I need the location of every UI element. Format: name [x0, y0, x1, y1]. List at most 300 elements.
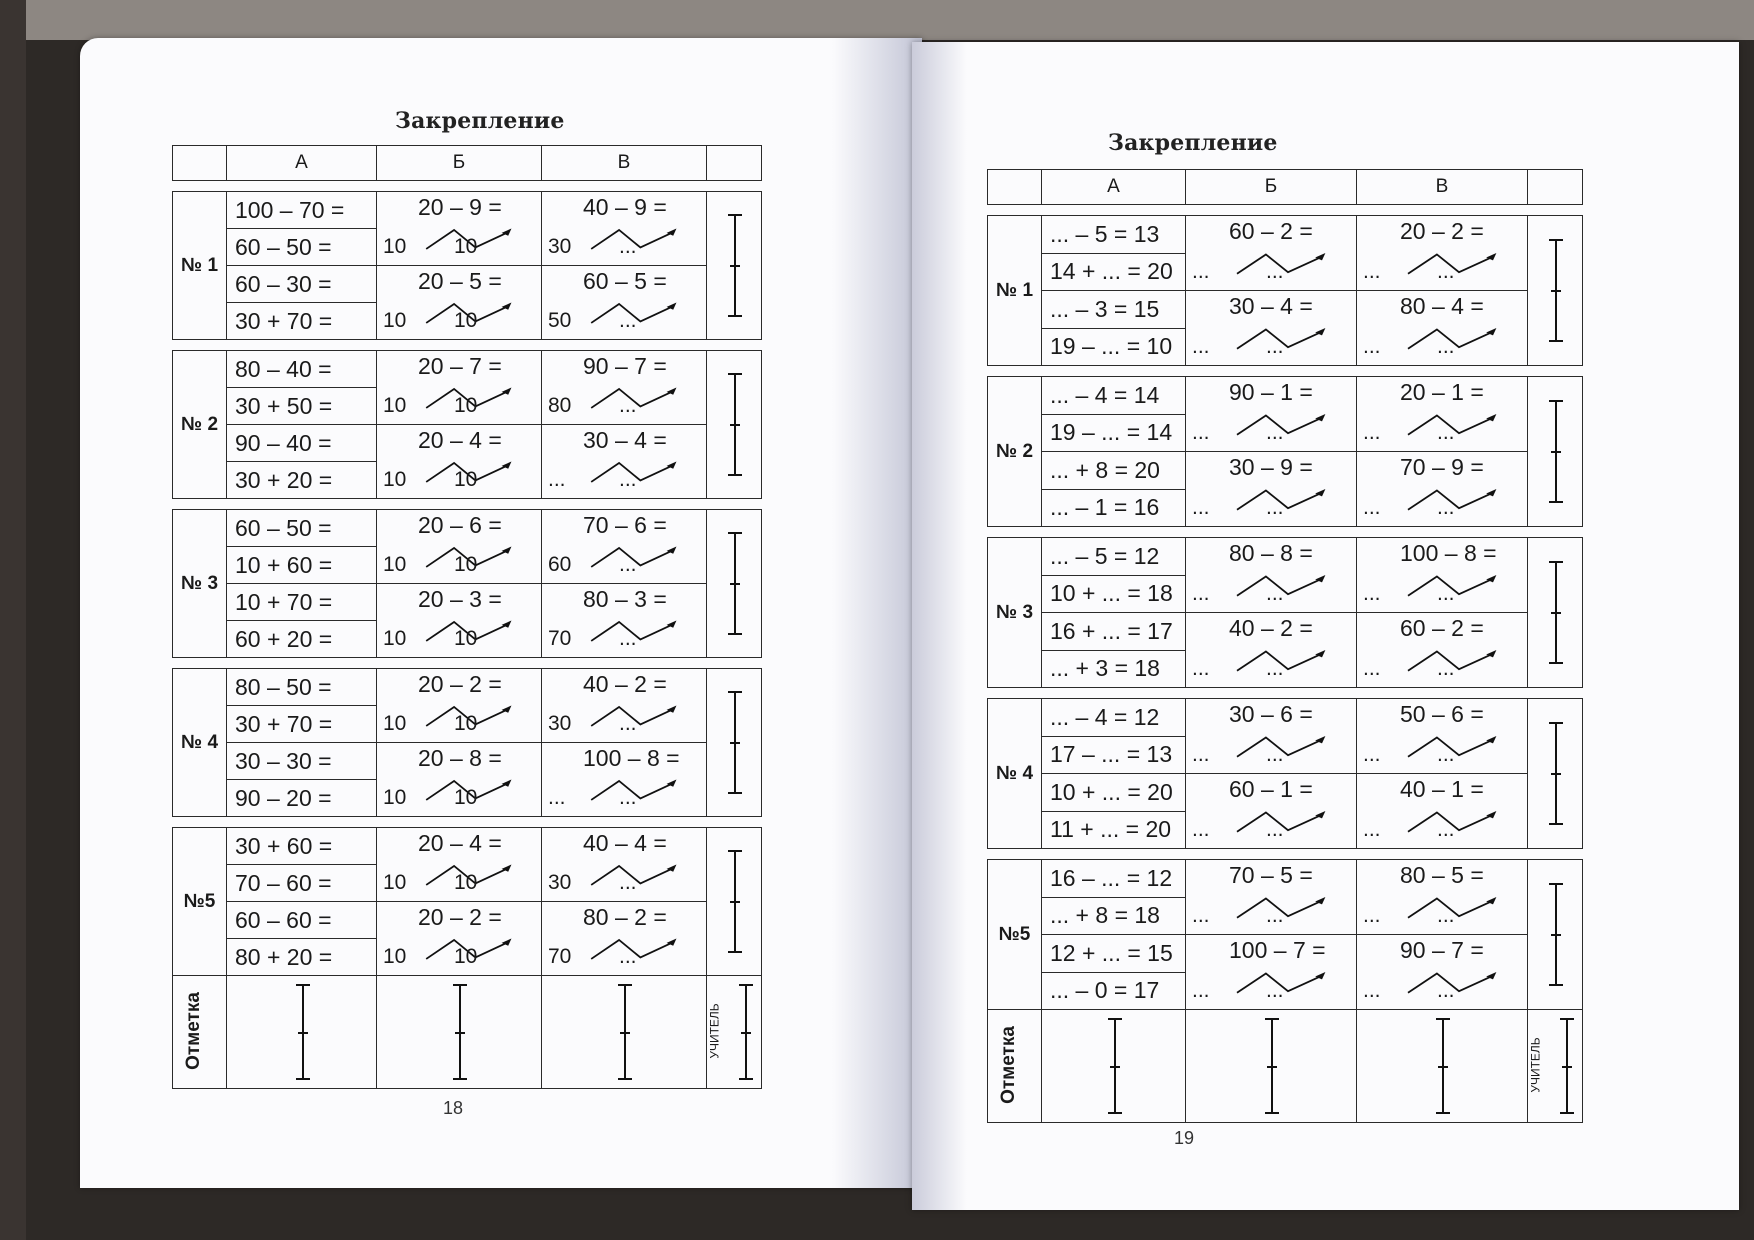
decomposition-expression: 40 – 2 =: [1229, 615, 1313, 641]
exercise-row: [988, 935, 1583, 973]
exercise-c-cell[interactable]: [542, 743, 707, 817]
exercise-b-cell[interactable]: [377, 584, 542, 658]
decomposition-part-1: ...: [1192, 979, 1210, 1002]
exercise-a-cell[interactable]: 90 – 20 =: [227, 780, 377, 817]
exercise-c-cell[interactable]: [542, 266, 707, 340]
decomposition-part-2: ...: [619, 235, 637, 258]
section-spacer: [988, 849, 1583, 860]
grade-mark-cell[interactable]: [377, 976, 542, 1089]
decomposition-part-1: ...: [1363, 335, 1381, 358]
exercise-row: [173, 425, 762, 462]
decomposition-part-2: ...: [1437, 496, 1455, 519]
exercise-a-cell[interactable]: 10 + 70 =: [227, 584, 377, 621]
decomposition-part-1: ...: [1363, 582, 1381, 605]
decomposition-part-1: ...: [1192, 904, 1210, 927]
exercise-b-cell[interactable]: [377, 192, 542, 266]
exercise-a-cell[interactable]: 19 – ... = 14: [1042, 414, 1186, 452]
mark-scale-icon: [1566, 1018, 1568, 1114]
decomposition-expression: 80 – 3 =: [583, 586, 667, 612]
decomposition-part-2: ...: [619, 945, 637, 968]
grade-mark-cell[interactable]: [1042, 1010, 1186, 1123]
decomposition-part-2: ...: [1437, 657, 1455, 680]
exercise-c-cell[interactable]: [1357, 935, 1528, 1010]
exercise-a-cell[interactable]: 12 + ... = 15: [1042, 935, 1186, 973]
desk-background-left: [0, 0, 26, 1240]
worksheet-table: [987, 169, 1583, 1123]
decomposition-part-2: ...: [1266, 904, 1284, 927]
exercise-a-cell[interactable]: 80 + 20 =: [227, 939, 377, 976]
exercise-a-cell[interactable]: 30 + 70 =: [227, 706, 377, 743]
decomposition-part-1: 10: [383, 871, 407, 894]
page-number: 19: [1174, 1128, 1195, 1148]
exercise-a-cell[interactable]: 10 + ... = 18: [1042, 575, 1186, 613]
exercise-number-label: № 4: [988, 699, 1042, 849]
exercise-number-label: № 3: [988, 538, 1042, 688]
decomposition-expression: 40 – 2 =: [583, 671, 667, 697]
decomposition-part-1: ...: [1192, 818, 1210, 841]
decomposition-expression: 100 – 8 =: [583, 745, 680, 771]
exercise-a-cell[interactable]: 30 + 70 =: [227, 303, 377, 340]
exercise-b-cell[interactable]: [1186, 452, 1357, 527]
exercise-a-cell[interactable]: 10 + 60 =: [227, 547, 377, 584]
decomposition-expression: 70 – 5 =: [1229, 862, 1313, 888]
decomposition-part-2: ...: [1437, 818, 1455, 841]
decomposition-part-2: ...: [1437, 979, 1455, 1002]
decomposition-part-2: ...: [1437, 260, 1455, 283]
exercise-row: [173, 743, 762, 780]
exercise-a-cell[interactable]: 10 + ... = 20: [1042, 774, 1186, 812]
exercise-a-cell[interactable]: ... + 8 = 18: [1042, 897, 1186, 935]
decomposition-part-2: 10: [454, 627, 478, 650]
page-gutter-shadow: [912, 42, 967, 1210]
decomposition-expression: 30 – 4 =: [1229, 293, 1313, 319]
decomposition-expression: 80 – 8 =: [1229, 540, 1313, 566]
decomposition-expression: 20 – 1 =: [1400, 379, 1484, 405]
exercise-number-label: № 2: [988, 377, 1042, 527]
mark-scale-icon: [1555, 400, 1557, 504]
section-spacer: [173, 181, 762, 192]
decomposition-part-1: ...: [1363, 743, 1381, 766]
exercise-a-cell[interactable]: 100 – 70 =: [227, 192, 377, 229]
exercise-a-cell[interactable]: 30 + 20 =: [227, 462, 377, 499]
teacher-mark-cell[interactable]: [1528, 377, 1583, 527]
exercise-a-cell[interactable]: ... – 1 = 16: [1042, 489, 1186, 527]
page-gutter-shadow: [832, 38, 922, 1188]
exercise-c-cell[interactable]: [1357, 699, 1528, 774]
decomposition-part-1: 60: [548, 553, 572, 576]
exercise-row: [173, 510, 762, 547]
decomposition-part-2: 10: [454, 394, 478, 417]
exercise-c-cell[interactable]: [1357, 452, 1528, 527]
exercise-c-cell[interactable]: [1357, 216, 1528, 291]
decomposition-part-1: 30: [548, 712, 572, 735]
exercise-row: [988, 216, 1583, 254]
exercise-c-cell[interactable]: [1357, 613, 1528, 688]
decomposition-part-2: ...: [619, 712, 637, 735]
decomposition-part-1: ...: [1363, 657, 1381, 680]
decomposition-expression: 20 – 5 =: [418, 268, 502, 294]
section-spacer: [988, 688, 1583, 699]
exercise-a-cell[interactable]: ... – 4 = 14: [1042, 377, 1186, 415]
decomposition-part-1: ...: [1363, 818, 1381, 841]
teacher-mark-cell[interactable]: [1528, 860, 1583, 1010]
decomposition-part-2: ...: [1266, 979, 1284, 1002]
mark-scale-icon: [745, 984, 747, 1080]
mark-scale-icon: [1555, 883, 1557, 987]
exercise-number-label: № 2: [173, 351, 227, 499]
decomposition-part-1: ...: [1192, 496, 1210, 519]
page-title: Закрепление: [1108, 130, 1278, 156]
exercise-number-label: № 1: [173, 192, 227, 340]
decomposition-part-2: ...: [1266, 818, 1284, 841]
mark-scale-icon: [1555, 722, 1557, 826]
exercise-b-cell[interactable]: [1186, 774, 1357, 849]
decomposition-part-2: ...: [619, 553, 637, 576]
decomposition-part-1: 10: [383, 786, 407, 809]
decomposition-expression: 20 – 2 =: [1400, 218, 1484, 244]
exercise-row: [173, 902, 762, 939]
decomposition-expression: 90 – 7 =: [583, 353, 667, 379]
decomposition-part-1: 70: [548, 945, 572, 968]
decomposition-part-1: 10: [383, 235, 407, 258]
decomposition-part-2: 10: [454, 235, 478, 258]
decomposition-part-2: ...: [619, 871, 637, 894]
decomposition-part-1: ...: [1192, 260, 1210, 283]
decomposition-part-2: 10: [454, 871, 478, 894]
grade-label: Отметка: [182, 992, 204, 1070]
decomposition-expression: 40 – 4 =: [583, 830, 667, 856]
exercise-a-cell[interactable]: 60 – 60 =: [227, 902, 377, 939]
mark-scale-icon: [1114, 1018, 1116, 1114]
header-row: [988, 170, 1583, 205]
exercise-b-cell[interactable]: [377, 902, 542, 976]
section-spacer: [173, 499, 762, 510]
decomposition-part-1: ...: [548, 786, 566, 809]
mark-scale-icon: [734, 691, 736, 793]
decomposition-part-2: ...: [1266, 335, 1284, 358]
teacher-mark-cell[interactable]: [1528, 216, 1583, 366]
exercise-row: [173, 669, 762, 706]
exercise-row: [988, 613, 1583, 651]
decomposition-expression: 20 – 2 =: [418, 904, 502, 930]
header-row: [173, 146, 762, 181]
decomposition-part-2: ...: [1437, 904, 1455, 927]
exercise-a-cell[interactable]: 30 + 50 =: [227, 388, 377, 425]
desk-background-top: [0, 0, 1754, 40]
exercise-row: [988, 291, 1583, 329]
grade-mark-cell[interactable]: [1357, 1010, 1528, 1123]
exercise-b-cell[interactable]: [377, 425, 542, 499]
exercise-a-cell[interactable]: 30 – 30 =: [227, 743, 377, 780]
decomposition-part-1: 30: [548, 235, 572, 258]
decomposition-part-2: ...: [1266, 657, 1284, 680]
mark-scale-icon: [302, 984, 304, 1080]
decomposition-part-1: 10: [383, 945, 407, 968]
decomposition-part-1: ...: [1192, 657, 1210, 680]
exercise-row: [988, 699, 1583, 737]
decomposition-expression: 80 – 5 =: [1400, 862, 1484, 888]
exercise-c-cell[interactable]: [542, 584, 707, 658]
decomposition-expression: 100 – 7 =: [1229, 937, 1326, 963]
exercise-a-cell[interactable]: 17 – ... = 13: [1042, 736, 1186, 774]
exercise-c-cell[interactable]: [542, 902, 707, 976]
exercise-a-cell[interactable]: 14 + ... = 20: [1042, 253, 1186, 291]
exercise-b-cell[interactable]: [377, 351, 542, 425]
grade-mark-cell[interactable]: [227, 976, 377, 1089]
decomposition-part-2: ...: [1437, 335, 1455, 358]
exercise-row: [988, 860, 1583, 898]
exercise-b-cell[interactable]: [377, 510, 542, 584]
exercise-row: [173, 192, 762, 229]
section-spacer: [173, 658, 762, 669]
section-spacer: [988, 366, 1583, 377]
decomposition-part-2: ...: [619, 468, 637, 491]
teacher-mark-cell[interactable]: [1528, 699, 1583, 849]
column-header: А: [1042, 170, 1186, 205]
decomposition-expression: 60 – 2 =: [1229, 218, 1313, 244]
exercise-a-cell[interactable]: 80 – 40 =: [227, 351, 377, 388]
section-spacer: [173, 340, 762, 351]
section-spacer: [988, 205, 1583, 216]
exercise-b-cell[interactable]: [1186, 538, 1357, 613]
exercise-row: [173, 266, 762, 303]
exercise-number-label: № 3: [173, 510, 227, 658]
decomposition-part-2: ...: [1266, 260, 1284, 283]
grade-label: Отметка: [997, 1026, 1019, 1104]
exercise-b-cell[interactable]: [377, 266, 542, 340]
exercise-b-cell[interactable]: [377, 828, 542, 902]
decomposition-expression: 40 – 9 =: [583, 194, 667, 220]
decomposition-part-1: ...: [548, 468, 566, 491]
exercise-a-cell[interactable]: ... + 8 = 20: [1042, 452, 1186, 490]
grade-row: [173, 976, 762, 1089]
grade-mark-cell[interactable]: [542, 976, 707, 1089]
decomposition-expression: 60 – 5 =: [583, 268, 667, 294]
decomposition-part-2: 10: [454, 712, 478, 735]
decomposition-part-2: ...: [1266, 582, 1284, 605]
exercise-b-cell[interactable]: [1186, 935, 1357, 1010]
decomposition-part-1: ...: [1192, 421, 1210, 444]
exercise-a-cell[interactable]: ... + 3 = 18: [1042, 650, 1186, 688]
page-right: [912, 42, 1739, 1210]
decomposition-expression: 70 – 6 =: [583, 512, 667, 538]
decomposition-expression: 20 – 4 =: [418, 830, 502, 856]
decomposition-part-2: 10: [454, 945, 478, 968]
exercise-b-cell[interactable]: [377, 743, 542, 817]
teacher-label: УЧИТЕЛЬ: [1528, 1037, 1543, 1093]
exercise-a-cell[interactable]: 60 + 20 =: [227, 621, 377, 658]
exercise-a-cell[interactable]: ... – 3 = 15: [1042, 291, 1186, 329]
exercise-c-cell[interactable]: [1357, 538, 1528, 613]
exercise-b-cell[interactable]: [1186, 699, 1357, 774]
section-spacer: [988, 527, 1583, 538]
mark-scale-icon: [734, 373, 736, 475]
header-mark-column: [707, 146, 762, 181]
grade-label-cell: [173, 976, 227, 1089]
mark-scale-icon: [624, 984, 626, 1080]
decomposition-expression: 20 – 7 =: [418, 353, 502, 379]
teacher-mark-cell[interactable]: [707, 351, 762, 499]
decomposition-expression: 20 – 2 =: [418, 671, 502, 697]
mark-scale-icon: [1271, 1018, 1273, 1114]
decomposition-part-1: 10: [383, 627, 407, 650]
decomposition-part-1: 80: [548, 394, 572, 417]
decomposition-part-1: 70: [548, 627, 572, 650]
page-left: [80, 38, 922, 1188]
decomposition-part-2: 10: [454, 309, 478, 332]
mark-scale-icon: [1555, 239, 1557, 343]
exercise-number-label: № 1: [988, 216, 1042, 366]
exercise-a-cell[interactable]: 70 – 60 =: [227, 865, 377, 902]
decomposition-expression: 100 – 8 =: [1400, 540, 1497, 566]
decomposition-part-1: 30: [548, 871, 572, 894]
mark-scale-icon: [459, 984, 461, 1080]
exercise-row: [988, 774, 1583, 812]
decomposition-expression: 30 – 9 =: [1229, 454, 1313, 480]
teacher-label: УЧИТЕЛЬ: [707, 1003, 722, 1059]
decomposition-part-1: ...: [1363, 260, 1381, 283]
teacher-mark-cell[interactable]: [707, 510, 762, 658]
decomposition-part-1: 50: [548, 309, 572, 332]
decomposition-expression: 20 – 3 =: [418, 586, 502, 612]
decomposition-part-2: ...: [1437, 421, 1455, 444]
decomposition-expression: 50 – 6 =: [1400, 701, 1484, 727]
decomposition-part-2: ...: [1437, 743, 1455, 766]
exercise-a-cell[interactable]: 60 – 30 =: [227, 266, 377, 303]
exercise-a-cell[interactable]: ... – 5 = 12: [1042, 538, 1186, 576]
decomposition-expression: 20 – 8 =: [418, 745, 502, 771]
decomposition-part-2: ...: [619, 786, 637, 809]
decomposition-expression: 90 – 7 =: [1400, 937, 1484, 963]
decomposition-expression: 60 – 2 =: [1400, 615, 1484, 641]
exercise-a-cell[interactable]: 80 – 50 =: [227, 669, 377, 706]
grade-label-cell: [988, 1010, 1042, 1123]
exercise-a-cell[interactable]: 16 + ... = 17: [1042, 613, 1186, 651]
section-spacer: [173, 817, 762, 828]
decomposition-expression: 70 – 9 =: [1400, 454, 1484, 480]
decomposition-expression: 80 – 4 =: [1400, 293, 1484, 319]
mark-scale-icon: [1442, 1018, 1444, 1114]
decomposition-part-1: ...: [1363, 421, 1381, 444]
exercise-b-cell[interactable]: [1186, 291, 1357, 366]
column-header: Б: [377, 146, 542, 181]
mark-scale-icon: [1555, 561, 1557, 665]
decomposition-part-1: ...: [1192, 582, 1210, 605]
decomposition-part-2: ...: [1266, 421, 1284, 444]
exercise-row: [173, 351, 762, 388]
teacher-mark-cell[interactable]: [707, 828, 762, 976]
exercise-row: [173, 828, 762, 865]
decomposition-expression: 30 – 4 =: [583, 427, 667, 453]
exercise-row: [173, 584, 762, 621]
decomposition-part-1: 10: [383, 394, 407, 417]
exercise-c-cell[interactable]: [1357, 377, 1528, 452]
header-corner: [173, 146, 227, 181]
exercise-row: [988, 452, 1583, 490]
decomposition-expression: 80 – 2 =: [583, 904, 667, 930]
decomposition-part-2: ...: [1266, 743, 1284, 766]
exercise-b-cell[interactable]: [1186, 860, 1357, 935]
grade-mark-cell[interactable]: [1186, 1010, 1357, 1123]
exercise-b-cell[interactable]: [1186, 613, 1357, 688]
page-title: Закрепление: [395, 108, 565, 134]
decomposition-part-1: 10: [383, 309, 407, 332]
decomposition-expression: 20 – 9 =: [418, 194, 502, 220]
exercise-a-cell[interactable]: ... – 0 = 17: [1042, 972, 1186, 1010]
decomposition-part-1: ...: [1192, 335, 1210, 358]
exercise-c-cell[interactable]: [1357, 860, 1528, 935]
exercise-a-cell[interactable]: 16 – ... = 12: [1042, 860, 1186, 898]
exercise-row: [988, 377, 1583, 415]
exercise-c-cell[interactable]: [542, 351, 707, 425]
decomposition-part-2: ...: [1266, 496, 1284, 519]
header-corner: [988, 170, 1042, 205]
header-mark-column: [1528, 170, 1583, 205]
decomposition-part-2: ...: [619, 309, 637, 332]
column-header: А: [227, 146, 377, 181]
decomposition-part-1: ...: [1363, 496, 1381, 519]
exercise-number-label: №5: [173, 828, 227, 976]
exercise-c-cell[interactable]: [1357, 291, 1528, 366]
decomposition-part-1: ...: [1363, 979, 1381, 1002]
exercise-a-cell[interactable]: 30 + 60 =: [227, 828, 377, 865]
exercise-a-cell[interactable]: 60 – 50 =: [227, 510, 377, 547]
teacher-grade-cell[interactable]: [707, 976, 762, 1089]
decomposition-expression: 30 – 6 =: [1229, 701, 1313, 727]
exercise-c-cell[interactable]: [542, 510, 707, 584]
decomposition-part-1: ...: [1192, 743, 1210, 766]
exercise-a-cell[interactable]: 60 – 50 =: [227, 229, 377, 266]
decomposition-part-2: ...: [619, 394, 637, 417]
exercise-a-cell[interactable]: 19 – ... = 10: [1042, 328, 1186, 366]
exercise-c-cell[interactable]: [542, 425, 707, 499]
decomposition-part-2: 10: [454, 468, 478, 491]
teacher-mark-cell[interactable]: [707, 669, 762, 817]
exercise-c-cell[interactable]: [542, 192, 707, 266]
decomposition-expression: 60 – 1 =: [1229, 776, 1313, 802]
exercise-number-label: №5: [988, 860, 1042, 1010]
mark-scale-icon: [734, 532, 736, 634]
exercise-c-cell[interactable]: [542, 669, 707, 743]
exercise-a-cell[interactable]: 90 – 40 =: [227, 425, 377, 462]
page-number: 18: [443, 1098, 464, 1118]
decomposition-part-2: ...: [1437, 582, 1455, 605]
exercise-c-cell[interactable]: [542, 828, 707, 902]
mark-scale-icon: [734, 214, 736, 316]
decomposition-part-2: ...: [619, 627, 637, 650]
teacher-grade-cell[interactable]: [1528, 1010, 1583, 1123]
teacher-mark-cell[interactable]: [707, 192, 762, 340]
exercise-a-cell[interactable]: 11 + ... = 20: [1042, 811, 1186, 849]
decomposition-part-1: ...: [1363, 904, 1381, 927]
column-header: Б: [1186, 170, 1357, 205]
decomposition-part-1: 10: [383, 553, 407, 576]
exercise-b-cell[interactable]: [1186, 216, 1357, 291]
exercise-b-cell[interactable]: [1186, 377, 1357, 452]
mark-scale-icon: [734, 850, 736, 952]
exercise-c-cell[interactable]: [1357, 774, 1528, 849]
decomposition-part-1: 10: [383, 468, 407, 491]
grade-row: [988, 1010, 1583, 1123]
decomposition-expression: 90 – 1 =: [1229, 379, 1313, 405]
exercise-a-cell[interactable]: ... – 5 = 13: [1042, 216, 1186, 254]
exercise-b-cell[interactable]: [377, 669, 542, 743]
decomposition-part-2: 10: [454, 786, 478, 809]
worksheet-table: [172, 145, 762, 1089]
exercise-row: [988, 538, 1583, 576]
teacher-mark-cell[interactable]: [1528, 538, 1583, 688]
exercise-a-cell[interactable]: ... – 4 = 12: [1042, 699, 1186, 737]
